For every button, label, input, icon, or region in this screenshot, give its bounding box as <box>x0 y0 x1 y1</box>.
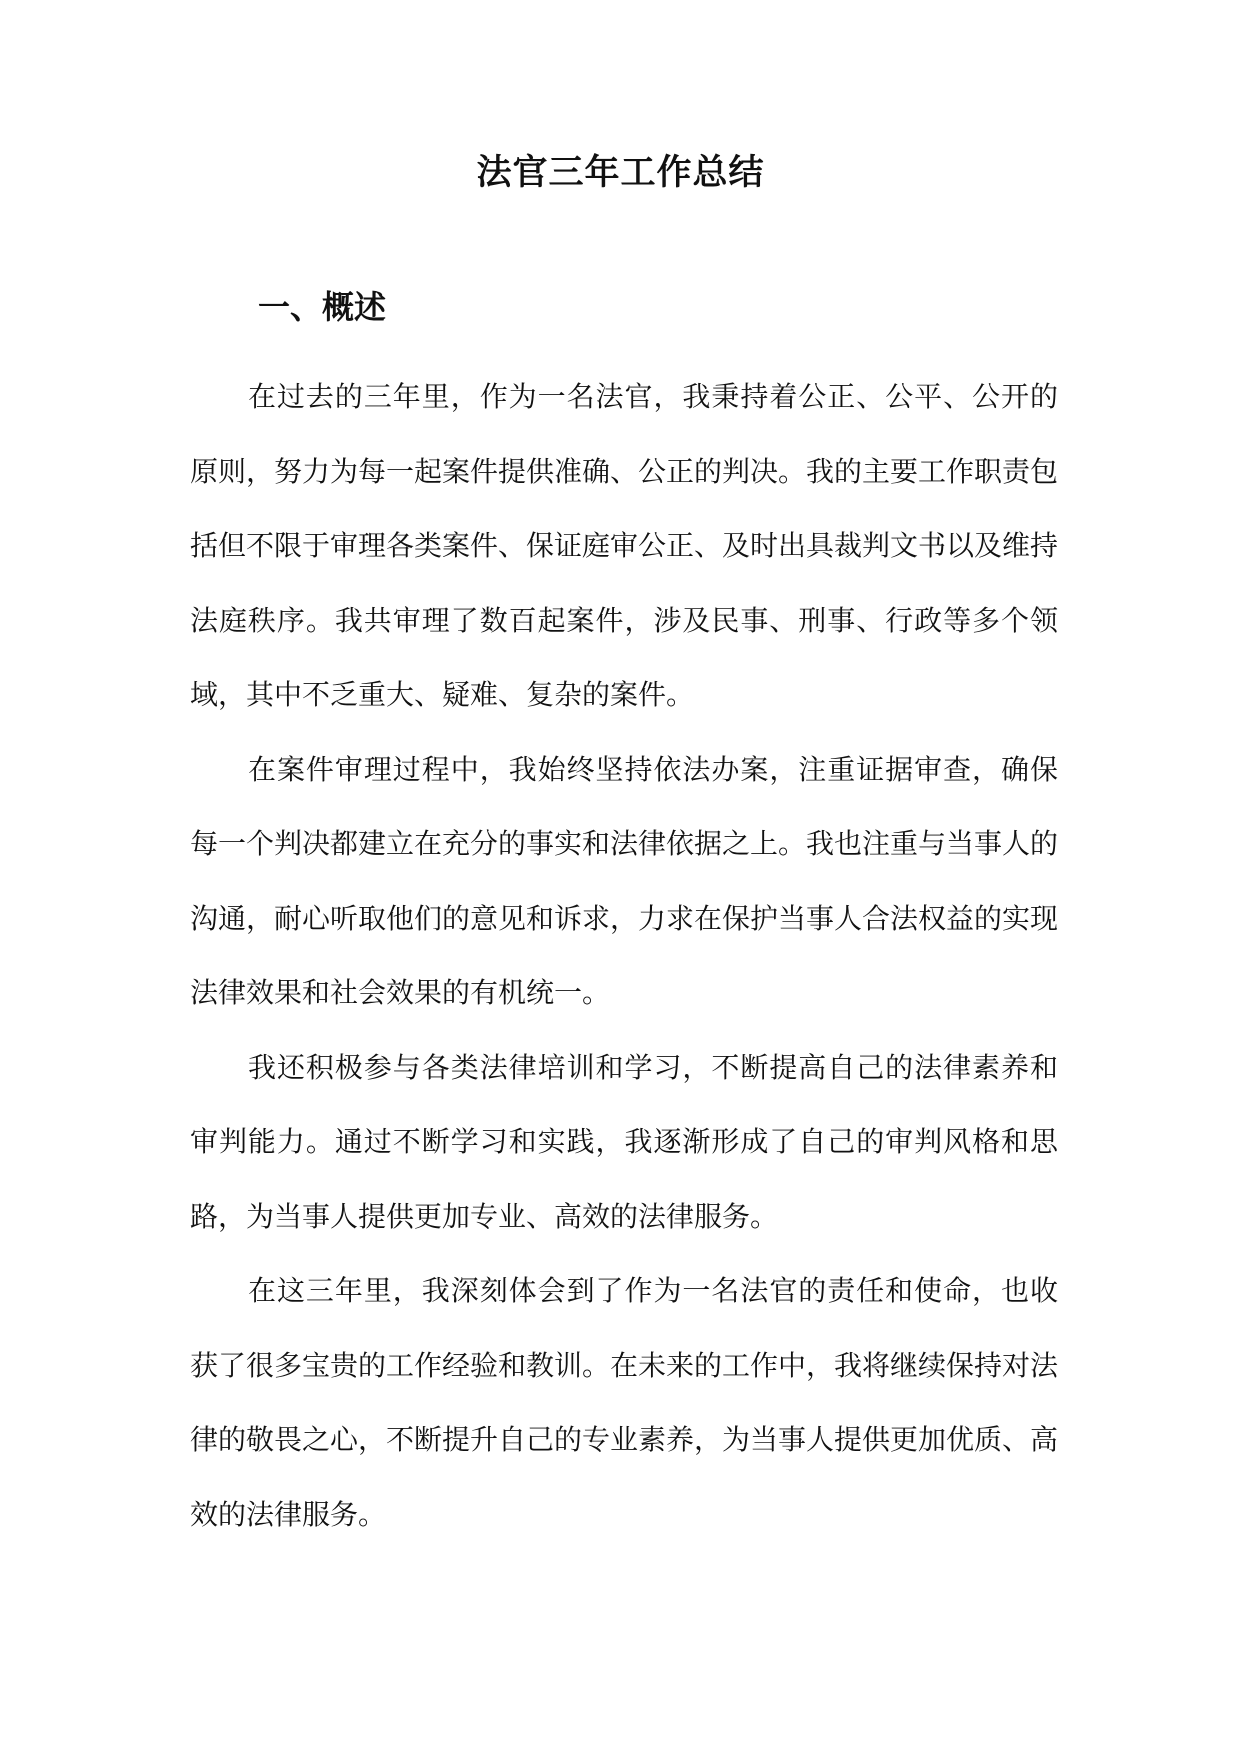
document-title: 法官三年工作总结 <box>476 152 765 193</box>
document-body <box>190 360 1058 1552</box>
paragraph-4: 在这三年里，我深刻体会到了作为一名法官的责任和使命，也收获了很多宝贵的工作经验和教训。在未来的工作中，我将继续保持对法律的敬畏之心，不断提升自己的专业素养，为当事人提供更加优质、高效的法律服务。 <box>190 1274 1059 1531</box>
paragraph-3: 我还积极参与各类法律培训和学习，不断提高自己的法律素养和审判能力。通过不断学习和实践，我逐渐形成了自己的审判风格和思路，为当事人提供更加专业、高效的法律服务。 <box>190 1050 1058 1233</box>
paragraph-2: 在案件审理过程中，我始终坚持依法办案，注重证据审查，确保每一个判决都建立在充分的事实和法律依据之上。我也注重与当事人的沟通，耐心听取他们的意见和诉求，力求在保护当事人合法权益的实现法律效果和社会效果的有机统一。 <box>190 752 1059 1009</box>
paragraph-1: 在过去的三年里，作为一名法官，我秉持着公正、公平、公开的原则，努力为每一起案件提供准确、公正的判决。我的主要工作职责包括但不限于审理各类案件、保证庭审公正、及时出具裁判文书以及维持法庭秩序。我共审理了数百起案件，涉及民事、刑事、行政等多个领域，其中不乏重大、疑难、复杂的案件。 <box>190 380 1059 711</box>
section-heading: 一、概述 <box>258 288 387 326</box>
